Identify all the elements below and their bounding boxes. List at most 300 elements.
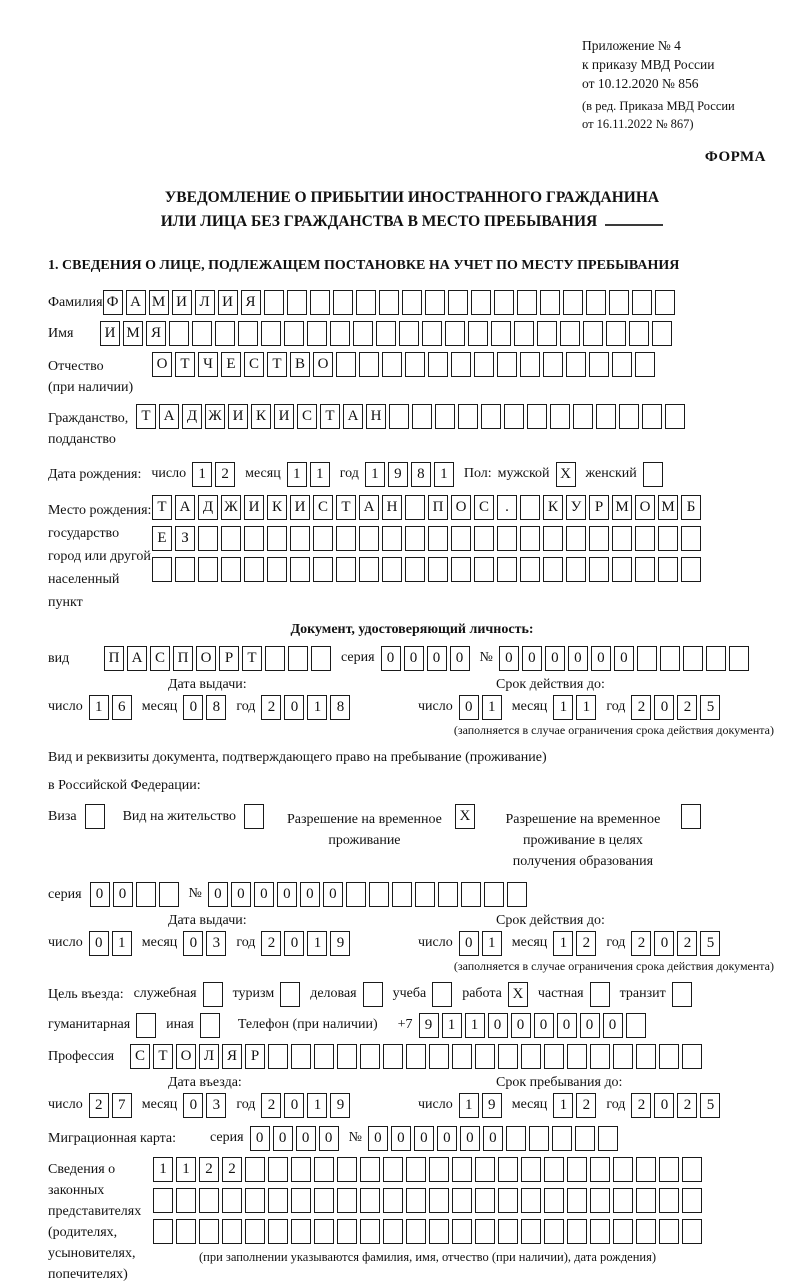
entry-year-input[interactable] bbox=[261, 1093, 350, 1118]
char-box[interactable]: 1 bbox=[465, 1013, 485, 1038]
char-box[interactable]: А bbox=[159, 404, 179, 429]
given-name-input[interactable] bbox=[100, 321, 672, 346]
char-box[interactable] bbox=[159, 882, 179, 907]
purpose-other-checkbox[interactable] bbox=[200, 1013, 220, 1038]
char-box[interactable] bbox=[428, 557, 448, 582]
char-box[interactable]: 0 bbox=[89, 931, 109, 956]
char-box[interactable] bbox=[543, 352, 563, 377]
char-box[interactable]: Т bbox=[242, 646, 262, 671]
char-box[interactable] bbox=[291, 1188, 311, 1213]
char-box[interactable]: Л bbox=[199, 1044, 219, 1069]
char-box[interactable] bbox=[153, 1219, 173, 1244]
char-box[interactable] bbox=[429, 1188, 449, 1213]
char-box[interactable] bbox=[567, 1219, 587, 1244]
guardians-input-row2[interactable] bbox=[153, 1188, 702, 1213]
char-box[interactable]: С bbox=[474, 495, 494, 520]
char-box[interactable] bbox=[244, 526, 264, 551]
char-box[interactable]: 0 bbox=[654, 931, 674, 956]
char-box[interactable] bbox=[405, 352, 425, 377]
char-box[interactable]: 2 bbox=[631, 695, 651, 720]
char-box[interactable] bbox=[360, 1044, 380, 1069]
char-box[interactable]: 1 bbox=[459, 1093, 479, 1118]
char-box[interactable]: X bbox=[508, 982, 528, 1007]
char-box[interactable] bbox=[175, 557, 195, 582]
char-box[interactable] bbox=[596, 404, 616, 429]
stay-day-input[interactable] bbox=[459, 1093, 502, 1118]
char-box[interactable]: 1 bbox=[482, 931, 502, 956]
char-box[interactable]: 1 bbox=[192, 462, 212, 487]
char-box[interactable] bbox=[192, 321, 212, 346]
char-box[interactable]: 6 bbox=[112, 695, 132, 720]
char-box[interactable] bbox=[491, 321, 511, 346]
char-box[interactable] bbox=[245, 1219, 265, 1244]
char-box[interactable]: 0 bbox=[368, 1126, 388, 1151]
char-box[interactable]: 0 bbox=[254, 882, 274, 907]
char-box[interactable] bbox=[504, 404, 524, 429]
char-box[interactable] bbox=[85, 804, 105, 829]
char-box[interactable]: 2 bbox=[215, 462, 235, 487]
char-box[interactable] bbox=[333, 290, 353, 315]
char-box[interactable] bbox=[573, 404, 593, 429]
char-box[interactable]: 1 bbox=[482, 695, 502, 720]
char-box[interactable] bbox=[590, 1188, 610, 1213]
char-box[interactable] bbox=[314, 1188, 334, 1213]
stay-doc-valid-month-input[interactable] bbox=[553, 931, 596, 956]
char-box[interactable] bbox=[497, 526, 517, 551]
option-temp-residence-education-checkbox[interactable] bbox=[681, 804, 701, 829]
char-box[interactable] bbox=[203, 982, 223, 1007]
char-box[interactable] bbox=[314, 1219, 334, 1244]
char-box[interactable] bbox=[353, 321, 373, 346]
birth-place-input-row3[interactable] bbox=[152, 557, 701, 582]
char-box[interactable] bbox=[382, 352, 402, 377]
char-box[interactable] bbox=[359, 352, 379, 377]
stay-month-input[interactable] bbox=[553, 1093, 596, 1118]
char-box[interactable] bbox=[406, 1219, 426, 1244]
char-box[interactable] bbox=[498, 1044, 518, 1069]
char-box[interactable]: 9 bbox=[330, 931, 350, 956]
char-box[interactable]: У bbox=[566, 495, 586, 520]
char-box[interactable] bbox=[635, 352, 655, 377]
char-box[interactable]: 2 bbox=[261, 1093, 281, 1118]
char-box[interactable] bbox=[566, 352, 586, 377]
char-box[interactable] bbox=[682, 1157, 702, 1182]
purpose-business-checkbox[interactable] bbox=[363, 982, 383, 1007]
char-box[interactable] bbox=[291, 1219, 311, 1244]
char-box[interactable] bbox=[590, 1044, 610, 1069]
char-box[interactable]: С bbox=[313, 495, 333, 520]
char-box[interactable]: Р bbox=[245, 1044, 265, 1069]
char-box[interactable]: Т bbox=[153, 1044, 173, 1069]
char-box[interactable] bbox=[619, 404, 639, 429]
char-box[interactable]: Д bbox=[182, 404, 202, 429]
char-box[interactable] bbox=[626, 1013, 646, 1038]
char-box[interactable]: 1 bbox=[576, 695, 596, 720]
char-box[interactable]: 2 bbox=[261, 931, 281, 956]
char-box[interactable] bbox=[376, 321, 396, 346]
stay-doc-number-input[interactable] bbox=[208, 882, 527, 907]
char-box[interactable]: О bbox=[451, 495, 471, 520]
char-box[interactable] bbox=[637, 646, 657, 671]
char-box[interactable] bbox=[429, 1157, 449, 1182]
char-box[interactable]: 0 bbox=[381, 646, 401, 671]
doc-issue-year-input[interactable] bbox=[261, 695, 350, 720]
char-box[interactable]: З bbox=[175, 526, 195, 551]
char-box[interactable] bbox=[429, 1044, 449, 1069]
char-box[interactable] bbox=[438, 882, 458, 907]
char-box[interactable] bbox=[520, 495, 540, 520]
char-box[interactable]: 1 bbox=[112, 931, 132, 956]
char-box[interactable]: О bbox=[176, 1044, 196, 1069]
char-box[interactable] bbox=[290, 557, 310, 582]
char-box[interactable] bbox=[314, 1157, 334, 1182]
char-box[interactable]: 2 bbox=[199, 1157, 219, 1182]
char-box[interactable] bbox=[313, 557, 333, 582]
char-box[interactable]: 0 bbox=[459, 695, 479, 720]
char-box[interactable] bbox=[382, 526, 402, 551]
char-box[interactable]: 0 bbox=[323, 882, 343, 907]
char-box[interactable] bbox=[136, 882, 156, 907]
char-box[interactable]: 9 bbox=[388, 462, 408, 487]
char-box[interactable] bbox=[215, 321, 235, 346]
char-box[interactable]: А bbox=[126, 290, 146, 315]
char-box[interactable]: В bbox=[290, 352, 310, 377]
char-box[interactable] bbox=[474, 557, 494, 582]
char-box[interactable] bbox=[244, 804, 264, 829]
char-box[interactable] bbox=[336, 526, 356, 551]
char-box[interactable] bbox=[660, 646, 680, 671]
char-box[interactable]: Т bbox=[136, 404, 156, 429]
char-box[interactable] bbox=[429, 1219, 449, 1244]
char-box[interactable]: X bbox=[556, 462, 576, 487]
char-box[interactable]: 0 bbox=[522, 646, 542, 671]
char-box[interactable] bbox=[474, 352, 494, 377]
char-box[interactable]: П bbox=[104, 646, 124, 671]
char-box[interactable] bbox=[613, 1188, 633, 1213]
char-box[interactable] bbox=[451, 526, 471, 551]
char-box[interactable]: А bbox=[343, 404, 363, 429]
stay-doc-valid-year-input[interactable] bbox=[631, 931, 720, 956]
char-box[interactable]: 0 bbox=[545, 646, 565, 671]
char-box[interactable] bbox=[152, 557, 172, 582]
char-box[interactable]: 9 bbox=[419, 1013, 439, 1038]
char-box[interactable]: 2 bbox=[631, 1093, 651, 1118]
char-box[interactable] bbox=[494, 290, 514, 315]
char-box[interactable] bbox=[583, 321, 603, 346]
char-box[interactable]: 1 bbox=[153, 1157, 173, 1182]
char-box[interactable] bbox=[659, 1219, 679, 1244]
char-box[interactable]: О bbox=[196, 646, 216, 671]
char-box[interactable] bbox=[222, 1219, 242, 1244]
char-box[interactable]: 1 bbox=[287, 462, 307, 487]
entry-month-input[interactable] bbox=[183, 1093, 226, 1118]
birth-place-input-row2[interactable] bbox=[152, 526, 701, 551]
char-box[interactable]: 2 bbox=[261, 695, 281, 720]
char-box[interactable] bbox=[475, 1219, 495, 1244]
char-box[interactable] bbox=[471, 290, 491, 315]
char-box[interactable]: 5 bbox=[700, 695, 720, 720]
stay-doc-valid-day-input[interactable] bbox=[459, 931, 502, 956]
char-box[interactable]: 0 bbox=[603, 1013, 623, 1038]
char-box[interactable]: 0 bbox=[591, 646, 611, 671]
char-box[interactable]: Т bbox=[320, 404, 340, 429]
char-box[interactable] bbox=[267, 526, 287, 551]
char-box[interactable] bbox=[383, 1044, 403, 1069]
char-box[interactable] bbox=[586, 290, 606, 315]
birth-day-input[interactable] bbox=[192, 462, 235, 487]
char-box[interactable] bbox=[658, 526, 678, 551]
char-box[interactable] bbox=[468, 321, 488, 346]
char-box[interactable]: Ч bbox=[198, 352, 218, 377]
guardians-input-row1[interactable] bbox=[153, 1157, 702, 1182]
char-box[interactable] bbox=[498, 1188, 518, 1213]
char-box[interactable] bbox=[560, 321, 580, 346]
char-box[interactable] bbox=[451, 557, 471, 582]
char-box[interactable]: С bbox=[297, 404, 317, 429]
char-box[interactable]: 2 bbox=[677, 931, 697, 956]
char-box[interactable] bbox=[383, 1157, 403, 1182]
surname-input[interactable] bbox=[103, 290, 675, 315]
char-box[interactable]: Т bbox=[175, 352, 195, 377]
char-box[interactable]: 1 bbox=[434, 462, 454, 487]
char-box[interactable] bbox=[452, 1157, 472, 1182]
char-box[interactable]: 0 bbox=[580, 1013, 600, 1038]
char-box[interactable]: Б bbox=[681, 495, 701, 520]
char-box[interactable] bbox=[169, 321, 189, 346]
char-box[interactable]: М bbox=[612, 495, 632, 520]
doc-number-input[interactable] bbox=[499, 646, 749, 671]
char-box[interactable] bbox=[498, 1219, 518, 1244]
char-box[interactable] bbox=[521, 1219, 541, 1244]
char-box[interactable] bbox=[521, 1188, 541, 1213]
char-box[interactable] bbox=[458, 404, 478, 429]
char-box[interactable] bbox=[406, 1157, 426, 1182]
char-box[interactable]: Я bbox=[146, 321, 166, 346]
char-box[interactable] bbox=[452, 1219, 472, 1244]
char-box[interactable] bbox=[360, 1219, 380, 1244]
char-box[interactable] bbox=[643, 462, 663, 487]
char-box[interactable] bbox=[379, 290, 399, 315]
char-box[interactable]: 0 bbox=[183, 931, 203, 956]
char-box[interactable]: 0 bbox=[391, 1126, 411, 1151]
char-box[interactable] bbox=[288, 646, 308, 671]
char-box[interactable]: С bbox=[150, 646, 170, 671]
char-box[interactable] bbox=[590, 982, 610, 1007]
char-box[interactable]: А bbox=[127, 646, 147, 671]
char-box[interactable]: И bbox=[172, 290, 192, 315]
char-box[interactable] bbox=[238, 321, 258, 346]
char-box[interactable] bbox=[221, 557, 241, 582]
char-box[interactable]: 0 bbox=[460, 1126, 480, 1151]
char-box[interactable]: 0 bbox=[614, 646, 634, 671]
char-box[interactable] bbox=[544, 1188, 564, 1213]
char-box[interactable] bbox=[636, 1044, 656, 1069]
char-box[interactable]: 0 bbox=[450, 646, 470, 671]
char-box[interactable]: Я bbox=[241, 290, 261, 315]
sex-female-checkbox[interactable] bbox=[643, 462, 663, 487]
char-box[interactable]: 2 bbox=[576, 1093, 596, 1118]
char-box[interactable]: Д bbox=[198, 495, 218, 520]
char-box[interactable]: 2 bbox=[677, 1093, 697, 1118]
char-box[interactable] bbox=[428, 526, 448, 551]
char-box[interactable] bbox=[405, 495, 425, 520]
char-box[interactable] bbox=[452, 1044, 472, 1069]
char-box[interactable] bbox=[475, 1044, 495, 1069]
char-box[interactable]: 1 bbox=[307, 695, 327, 720]
char-box[interactable] bbox=[307, 321, 327, 346]
char-box[interactable]: 9 bbox=[482, 1093, 502, 1118]
char-box[interactable]: М bbox=[123, 321, 143, 346]
char-box[interactable] bbox=[383, 1188, 403, 1213]
char-box[interactable] bbox=[589, 557, 609, 582]
char-box[interactable]: К bbox=[251, 404, 271, 429]
char-box[interactable] bbox=[360, 1188, 380, 1213]
char-box[interactable] bbox=[481, 404, 501, 429]
char-box[interactable] bbox=[589, 352, 609, 377]
char-box[interactable] bbox=[552, 1126, 572, 1151]
stay-doc-issue-day-input[interactable] bbox=[89, 931, 132, 956]
char-box[interactable]: И bbox=[290, 495, 310, 520]
char-box[interactable] bbox=[359, 526, 379, 551]
char-box[interactable] bbox=[497, 352, 517, 377]
doc-valid-year-input[interactable] bbox=[631, 695, 720, 720]
char-box[interactable]: С bbox=[244, 352, 264, 377]
char-box[interactable]: 8 bbox=[411, 462, 431, 487]
char-box[interactable] bbox=[264, 290, 284, 315]
char-box[interactable]: О bbox=[313, 352, 333, 377]
char-box[interactable] bbox=[268, 1188, 288, 1213]
char-box[interactable] bbox=[356, 290, 376, 315]
char-box[interactable] bbox=[363, 982, 383, 1007]
char-box[interactable]: 0 bbox=[483, 1126, 503, 1151]
char-box[interactable]: И bbox=[244, 495, 264, 520]
char-box[interactable] bbox=[589, 526, 609, 551]
char-box[interactable]: Ж bbox=[205, 404, 225, 429]
char-box[interactable] bbox=[448, 290, 468, 315]
char-box[interactable] bbox=[428, 352, 448, 377]
char-box[interactable] bbox=[445, 321, 465, 346]
char-box[interactable] bbox=[245, 1188, 265, 1213]
char-box[interactable]: 0 bbox=[427, 646, 447, 671]
char-box[interactable] bbox=[520, 557, 540, 582]
char-box[interactable] bbox=[280, 982, 300, 1007]
char-box[interactable] bbox=[543, 557, 563, 582]
char-box[interactable] bbox=[613, 1157, 633, 1182]
char-box[interactable]: 3 bbox=[206, 1093, 226, 1118]
char-box[interactable]: Е bbox=[221, 352, 241, 377]
char-box[interactable] bbox=[636, 1157, 656, 1182]
char-box[interactable]: 0 bbox=[183, 695, 203, 720]
char-box[interactable]: М bbox=[658, 495, 678, 520]
char-box[interactable] bbox=[360, 1157, 380, 1182]
char-box[interactable]: 0 bbox=[208, 882, 228, 907]
char-box[interactable]: 2 bbox=[222, 1157, 242, 1182]
migration-series-input[interactable] bbox=[250, 1126, 339, 1151]
char-box[interactable]: 0 bbox=[319, 1126, 339, 1151]
char-box[interactable]: Н bbox=[382, 495, 402, 520]
char-box[interactable] bbox=[520, 526, 540, 551]
char-box[interactable]: 0 bbox=[277, 882, 297, 907]
char-box[interactable]: 8 bbox=[330, 695, 350, 720]
char-box[interactable] bbox=[613, 1044, 633, 1069]
char-box[interactable] bbox=[550, 404, 570, 429]
char-box[interactable] bbox=[176, 1219, 196, 1244]
char-box[interactable]: Л bbox=[195, 290, 215, 315]
char-box[interactable]: 1 bbox=[310, 462, 330, 487]
char-box[interactable] bbox=[475, 1188, 495, 1213]
char-box[interactable] bbox=[422, 321, 442, 346]
char-box[interactable] bbox=[291, 1044, 311, 1069]
char-box[interactable] bbox=[475, 1157, 495, 1182]
char-box[interactable] bbox=[567, 1157, 587, 1182]
char-box[interactable] bbox=[612, 352, 632, 377]
char-box[interactable]: 0 bbox=[488, 1013, 508, 1038]
char-box[interactable] bbox=[261, 321, 281, 346]
char-box[interactable]: 0 bbox=[654, 695, 674, 720]
char-box[interactable] bbox=[415, 882, 435, 907]
char-box[interactable]: И bbox=[100, 321, 120, 346]
char-box[interactable]: С bbox=[130, 1044, 150, 1069]
char-box[interactable] bbox=[729, 646, 749, 671]
char-box[interactable] bbox=[636, 1219, 656, 1244]
birth-place-input-row1[interactable] bbox=[152, 495, 701, 520]
char-box[interactable] bbox=[567, 1044, 587, 1069]
char-box[interactable] bbox=[265, 646, 285, 671]
char-box[interactable]: Ж bbox=[221, 495, 241, 520]
char-box[interactable] bbox=[244, 557, 264, 582]
char-box[interactable] bbox=[336, 557, 356, 582]
char-box[interactable] bbox=[682, 1219, 702, 1244]
char-box[interactable]: О bbox=[152, 352, 172, 377]
char-box[interactable] bbox=[506, 1126, 526, 1151]
char-box[interactable] bbox=[311, 646, 331, 671]
char-box[interactable]: 1 bbox=[89, 695, 109, 720]
purpose-study-checkbox[interactable] bbox=[432, 982, 452, 1007]
char-box[interactable] bbox=[672, 982, 692, 1007]
doc-issue-day-input[interactable] bbox=[89, 695, 132, 720]
char-box[interactable]: 0 bbox=[231, 882, 251, 907]
char-box[interactable]: 0 bbox=[414, 1126, 434, 1151]
char-box[interactable]: 3 bbox=[206, 931, 226, 956]
char-box[interactable] bbox=[612, 526, 632, 551]
char-box[interactable] bbox=[520, 352, 540, 377]
char-box[interactable]: 0 bbox=[511, 1013, 531, 1038]
char-box[interactable] bbox=[659, 1157, 679, 1182]
char-box[interactable]: 1 bbox=[553, 695, 573, 720]
char-box[interactable]: Н bbox=[366, 404, 386, 429]
char-box[interactable] bbox=[337, 1188, 357, 1213]
char-box[interactable] bbox=[198, 526, 218, 551]
char-box[interactable] bbox=[521, 1157, 541, 1182]
char-box[interactable]: 0 bbox=[296, 1126, 316, 1151]
char-box[interactable] bbox=[659, 1044, 679, 1069]
char-box[interactable] bbox=[683, 646, 703, 671]
char-box[interactable] bbox=[136, 1013, 156, 1038]
char-box[interactable] bbox=[567, 1188, 587, 1213]
char-box[interactable]: 2 bbox=[631, 931, 651, 956]
char-box[interactable] bbox=[575, 1126, 595, 1151]
char-box[interactable] bbox=[337, 1157, 357, 1182]
char-box[interactable] bbox=[682, 1188, 702, 1213]
stay-year-input[interactable] bbox=[631, 1093, 720, 1118]
char-box[interactable]: 7 bbox=[112, 1093, 132, 1118]
char-box[interactable]: 0 bbox=[568, 646, 588, 671]
char-box[interactable] bbox=[268, 1219, 288, 1244]
char-box[interactable] bbox=[267, 557, 287, 582]
char-box[interactable] bbox=[199, 1188, 219, 1213]
char-box[interactable]: М bbox=[149, 290, 169, 315]
char-box[interactable]: 0 bbox=[459, 931, 479, 956]
